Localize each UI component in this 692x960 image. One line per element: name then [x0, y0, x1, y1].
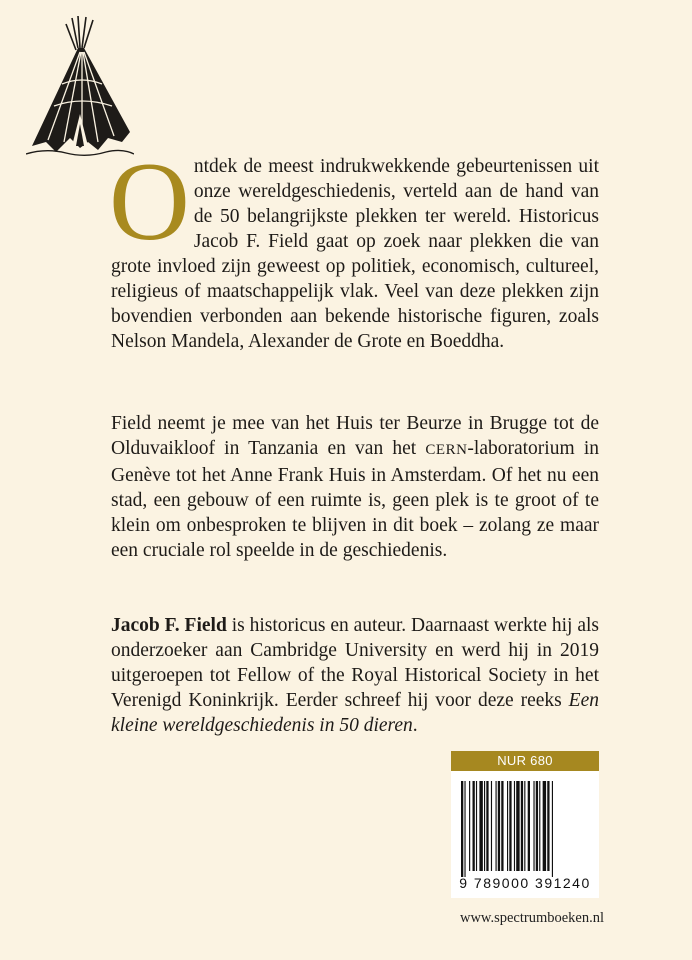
isbn-number: 9 789000 391240 — [459, 875, 591, 891]
author-bio — [111, 613, 599, 738]
nur-code: NUR 680 — [451, 751, 599, 771]
second-paragraph — [111, 411, 599, 563]
bio-end: . — [412, 715, 418, 736]
drop-cap: O — [109, 140, 190, 264]
book-title: Een kleine wereldgeschiedenis in 50 dieren — [111, 690, 599, 736]
p2-text-2: -laboratorium in Genève tot het Anne Frank Huis in Amsterdam. Of het nu een stad, een gebouw of een ruimte is, geen plek is te groot of te klein om onbesproken te blijven in dit boek – zolang ze maar een cruciale rol speelde in de geschiedenis. — [111, 438, 599, 561]
cern-smallcaps: CERN — [425, 442, 468, 458]
author-name: Jacob F. Field — [111, 615, 227, 636]
intro-text: ntdek de meest indrukwekkende gebeurtenissen uit onze wereldgeschiedenis, verteld aan de hand van de 50 belangrijkste plekken ter wereld. Historicus Jacob F. Field gaat op zoek naar plekken die van grote invloed zijn geweest op politiek, economisch, cultureel, religieus of maatschappelijk vlak. Veel van deze plekken zijn bovendien verbonden aan bekende historische figuren, zoals Nelson Mandela, Alexander de Grote en Boeddha. — [111, 156, 599, 352]
publisher-website: www.spectrumboeken.nl — [459, 910, 604, 926]
barcode — [459, 781, 591, 877]
bio-text: is historicus en auteur. Daarnaast werkte hij als onderzoeker aan Cambridge University en werd hij in 2019 uitgeroepen tot Fellow of the Royal Historical Society in het Verenigd Koninkrijk. Eerder schreef hij voor deze reeks — [111, 615, 599, 711]
p2-text-1: Field neemt je mee van het Huis ter Beurze in Brugge tot de Olduvaikloof in Tanzania en van het — [111, 413, 599, 459]
barcode-panel — [451, 771, 599, 898]
intro-paragraph — [109, 140, 599, 354]
